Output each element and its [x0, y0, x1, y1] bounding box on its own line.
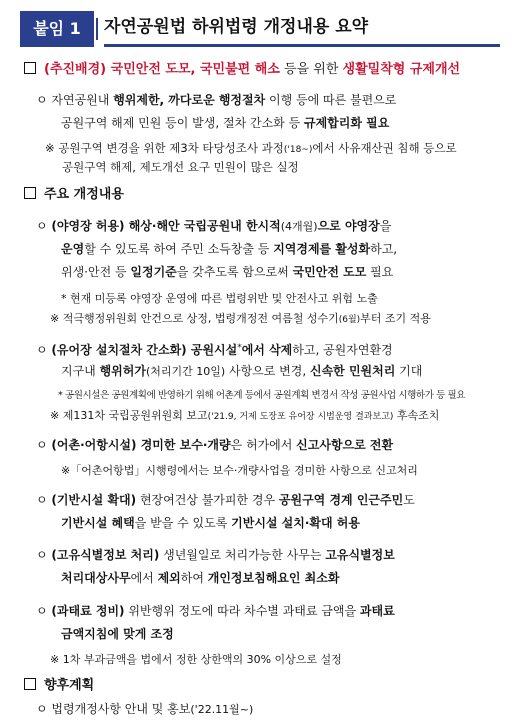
section-main-title: 주요 개정내용: [44, 187, 124, 202]
text-bold: 기반시설 설치·확대 허용: [231, 516, 360, 530]
text: 에서: [130, 571, 158, 585]
text: 후속조치: [393, 409, 440, 422]
text-bold: 일정기준: [130, 265, 177, 279]
item-campsite-footnote: * 현재 미등록 야영장 운영에 따른 법령위반 및 안전사고 위험 노출: [61, 292, 378, 305]
section-checkbox-icon: [24, 62, 36, 74]
text-bold: 신속한 민원처리: [310, 364, 396, 378]
text: 현장여건상 불가피한 경우: [136, 493, 279, 507]
section-main-heading: [24, 187, 124, 203]
item-fishing-footnote: * 공원시설은 공원계획에 반영하기 위해 어촌계 등에서 공원계획 변경서 작성 공원사업 시행하가 등 필요: [58, 390, 466, 401]
item-title: (과태료 정비): [51, 604, 125, 618]
text: 필요: [366, 265, 394, 279]
text: 하고, 공원자연환경: [292, 343, 393, 357]
item-campsite-line-2: [61, 241, 397, 257]
item-campsite-line-1: [36, 218, 391, 235]
bullet: ㅇ: [36, 343, 52, 357]
text: 생년월일로 처리가능한 사무는: [159, 548, 326, 562]
bullet: ㅇ: [36, 604, 52, 618]
text: 을: [379, 219, 392, 233]
text: 위반행위 정도에 따라 차수별 과태료 금액을: [124, 604, 360, 618]
background-keyword-1: 국민안전 도모, 국민불편 해소: [110, 62, 280, 77]
item-fishing-village-line-1: [36, 437, 393, 453]
section-plan-title: 향후계획: [44, 678, 95, 693]
text: 하고,: [370, 242, 398, 256]
item-fishing-village-note: ※「어촌어항법」시행령에서는 보수·개량사업을 경미한 사항으로 신고처리: [61, 464, 418, 477]
text-bold: 고유식별정보: [325, 548, 395, 562]
item-title: (기반시설 확대): [51, 493, 137, 507]
text: ㅇ 자연공원내: [36, 93, 114, 107]
text: ㅇ 법령개정사항 안내 및 홍보: [36, 702, 191, 716]
text: 하여: [180, 571, 208, 585]
text-bold: 공원시설: [186, 343, 238, 357]
text: ※ 적극행정위원회 안건으로 상정, 법령개정전 여름철 성수기: [50, 312, 339, 325]
text-bold: 으로 야영장: [317, 219, 380, 233]
background-note-line-1: [45, 140, 457, 158]
page-title: 자연공원법 하위법령 개정내용 요약: [104, 11, 500, 47]
item-fine-note: ※ 1차 부과금액을 법에서 정한 상한액의 30% 이상으로 설정: [50, 653, 342, 666]
text-bold: 개인정보침해요인 최소화: [207, 571, 340, 585]
text-small: (처리기간 10일): [145, 365, 226, 378]
text: 공원구역 해제 민원 등이 발생, 절차 간소화 등: [61, 116, 304, 130]
section-background-title: (추진배경): [44, 62, 107, 77]
item-campsite-line-3: [61, 264, 393, 280]
text-bold: 규제합리화 필요: [304, 116, 390, 130]
bullet: ㅇ: [36, 219, 52, 233]
section-checkbox-icon: [24, 187, 36, 199]
bullet: ㅇ: [36, 548, 52, 562]
text: 할 수 있도록 하여 주민 소득창출 등: [84, 242, 274, 256]
text-bold: 공원구역 경계 인근주민: [278, 493, 404, 507]
item-fishing-line-1: [36, 340, 393, 358]
text: 을 갖추도록 함으로써: [176, 265, 293, 279]
item-fine-line-1: [36, 603, 395, 619]
text: 위생·안전 등: [61, 265, 131, 279]
item-title: (야영장 허용): [51, 219, 125, 233]
text-bold: 국민안전 도모: [292, 265, 367, 279]
text-bold: 처리대상사무: [61, 571, 131, 585]
item-fine-line-2: 금액지침에 맞게 조정: [61, 627, 174, 641]
text-small: ('18~): [283, 145, 313, 155]
text-bold: 제외: [157, 571, 181, 585]
bullet: ㅇ: [36, 493, 52, 507]
background-text: 등을 위한: [279, 62, 343, 77]
item-infrastructure-line-2: [61, 515, 360, 531]
item-title: (유어장 설치절차 간소화): [51, 343, 187, 357]
text-bold: 운영: [61, 242, 85, 256]
text: 도: [403, 493, 415, 507]
background-line-1: [36, 92, 396, 108]
bullet: ㅇ: [36, 438, 52, 452]
text-bold: 지역경제를 활성화: [273, 242, 371, 256]
item-title: (어촌·어항시설): [51, 438, 137, 452]
text-small: ('21.9, 거제 도장포 유어장 시범운영 결과보고): [207, 412, 394, 422]
text: 사항으로 변경,: [225, 364, 310, 378]
text-small: (6월): [338, 315, 361, 325]
background-note-line-2: 공원구역 해제, 제도개선 요구 민원이 많은 실정: [62, 160, 299, 174]
text-small: ('22.11월~): [190, 703, 254, 716]
text-bold: 과태료: [359, 604, 395, 618]
item-fishing-note: [50, 408, 439, 425]
text: ※ 제131차 국립공원위원회 보고: [50, 409, 208, 422]
item-campsite-note: [50, 311, 431, 328]
document-header: [20, 11, 503, 47]
item-title: (고유식별정보 처리): [51, 548, 160, 562]
footnote-mark: *: [237, 343, 242, 353]
text: 에서 사유재산권 침해 등으로: [312, 141, 457, 155]
section-plan-heading: [24, 678, 94, 694]
text-bold: 경미한 보수·개량: [136, 438, 231, 452]
text-bold: 기반시설 혜택: [61, 516, 135, 530]
item-fishing-line-2: [61, 363, 422, 380]
plan-line-1: [36, 701, 253, 718]
text: ※ 공원구역 변경을 위한 제3차 타당성조사 과정: [45, 141, 284, 155]
text-bold: 행위제한, 까다로운 행정절차: [113, 93, 266, 107]
text-bold: 신고사항으로 전환: [296, 438, 394, 452]
section-checkbox-icon: [24, 678, 36, 690]
text: 부터 조기 적용: [360, 312, 431, 325]
section-background-heading: [24, 62, 460, 78]
text: 기대: [395, 364, 423, 378]
background-line-2: [61, 115, 389, 131]
attachment-badge: 붙임 1: [20, 11, 94, 47]
background-keyword-2: 생활밀착형 규제개선: [342, 62, 461, 77]
header-divider: [96, 18, 98, 40]
item-identification-line-2: [61, 570, 339, 586]
item-infrastructure-line-1: [36, 492, 415, 508]
item-identification-line-1: [36, 547, 395, 563]
text: 을 받을 수 있도록: [134, 516, 232, 530]
text-bold: 에서 삭제: [241, 343, 293, 357]
text-bold: 행위허가: [99, 364, 146, 378]
text: 이행 등에 따른 불편으로: [265, 93, 397, 107]
text: 지구내: [61, 364, 100, 378]
text-bold: 해상·해안 국립공원내 한시적: [124, 219, 281, 233]
text-small: (4개월): [280, 220, 318, 233]
text: 은 허가에서: [230, 438, 297, 452]
